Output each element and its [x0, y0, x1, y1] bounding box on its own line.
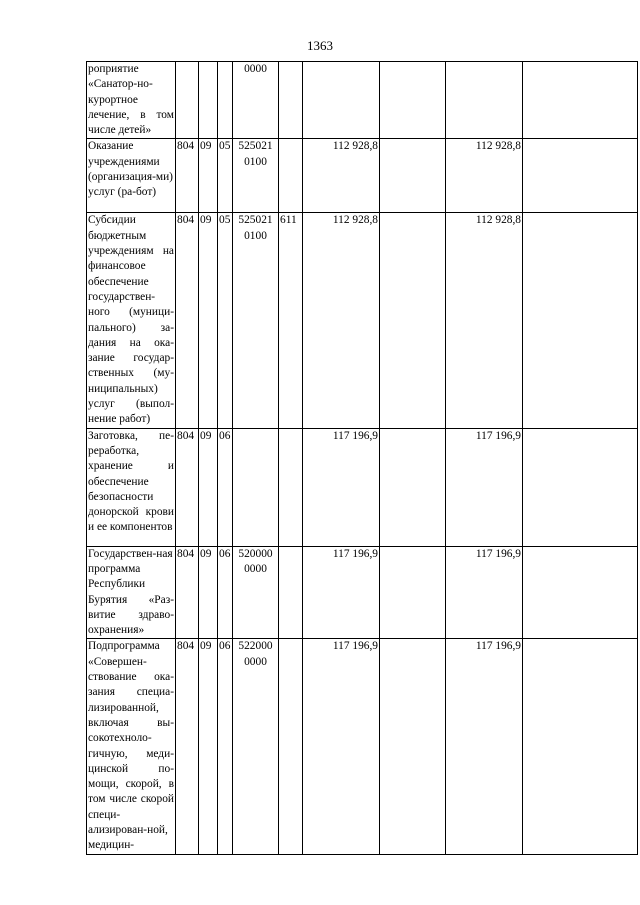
subsection-code-cell [218, 62, 233, 139]
admin-code-cell: 804 [176, 213, 199, 428]
expense-type-cell [279, 62, 303, 139]
amount-cell-1: 117 196,9 [303, 428, 380, 546]
target-article-cell: 520000 0000 [233, 546, 279, 639]
admin-code-cell: 804 [176, 639, 199, 854]
amount-cell-2 [380, 213, 446, 428]
table-row [87, 139, 638, 213]
subsection-code-cell: 06 [218, 546, 233, 639]
table-row [87, 639, 638, 854]
amount-cell-4 [523, 62, 638, 139]
section-code-cell: 09 [199, 139, 218, 213]
row-name-cell [87, 546, 176, 639]
amount-cell-3: 117 196,9 [446, 546, 523, 639]
amount-cell-3: 112 928,8 [446, 213, 523, 428]
amount-cell-3 [446, 62, 523, 139]
admin-code-cell [176, 62, 199, 139]
row-name-cell [87, 62, 176, 139]
row-name-text: роприятие «Санатор-но-курортное лечение, в том числе детей» [88, 63, 174, 137]
row-name-cell [87, 139, 176, 213]
row-name-text: Оказание учреждениями (организация-ми) услуг (ра-бот) [88, 140, 173, 199]
expense-type-cell: 611 [279, 213, 303, 428]
subsection-code-cell: 06 [218, 428, 233, 546]
section-code-cell [199, 62, 218, 139]
target-article-cell: 522000 0000 [233, 639, 279, 854]
amount-cell-4 [523, 546, 638, 639]
amount-cell-2 [380, 139, 446, 213]
amount-cell-3: 117 196,9 [446, 639, 523, 854]
row-name-cell [87, 428, 176, 546]
amount-cell-1: 112 928,8 [303, 139, 380, 213]
budget-table [86, 61, 638, 855]
admin-code-cell: 804 [176, 546, 199, 639]
amount-cell-1: 112 928,8 [303, 213, 380, 428]
admin-code-cell: 804 [176, 139, 199, 213]
amount-cell-2 [380, 62, 446, 139]
expense-type-cell [279, 639, 303, 854]
amount-cell-4 [523, 428, 638, 546]
table-row [87, 428, 638, 546]
amount-cell-4 [523, 139, 638, 213]
admin-code-cell: 804 [176, 428, 199, 546]
amount-cell-1: 117 196,9 [303, 639, 380, 854]
amount-cell-2 [380, 639, 446, 854]
row-name-text: Субсидии бюджетным учреждениям на финансовое обеспечение государствен-ного (муници-пального) за-дания на ока-зание государ-ственных (му-ниципальных) услуг (выпол-нение работ) [88, 214, 174, 426]
row-name-cell [87, 639, 176, 854]
target-article-cell: 525021 0100 [233, 213, 279, 428]
subsection-code-cell: 05 [218, 139, 233, 213]
expense-type-cell [279, 139, 303, 213]
row-name-text: Государствен-ная программа Республики Бурятия «Раз-витие здраво-охранения» [88, 547, 174, 637]
target-article-cell: 525021 0100 [233, 139, 279, 213]
target-article-cell: 0000 [233, 62, 279, 139]
expense-type-cell [279, 546, 303, 639]
amount-cell-2 [380, 546, 446, 639]
amount-cell-4 [523, 639, 638, 854]
table-row [87, 62, 638, 139]
row-name-cell [87, 213, 176, 428]
table-row [87, 546, 638, 639]
amount-cell-1: 117 196,9 [303, 546, 380, 639]
amount-cell-2 [380, 428, 446, 546]
amount-cell-3: 117 196,9 [446, 428, 523, 546]
target-article-cell [233, 428, 279, 546]
section-code-cell: 09 [199, 213, 218, 428]
amount-cell-3: 112 928,8 [446, 139, 523, 213]
section-code-cell: 09 [199, 428, 218, 546]
subsection-code-cell: 06 [218, 639, 233, 854]
section-code-cell: 09 [199, 546, 218, 639]
expense-type-cell [279, 428, 303, 546]
page-number: 1363 [307, 38, 333, 53]
amount-cell-4 [523, 213, 638, 428]
row-name-text: Подпрограмма «Совершен-ствование ока-зания специа-лизированной, включая вы-сокотехноло-гичную, меди-цинской по-мощи, скорой, в том числе скорой специ-ализирован-ной, медицин- [88, 640, 174, 852]
amount-cell-1 [303, 62, 380, 139]
row-name-text: Заготовка, пе-реработка, хранение и обеспечение безопасности донорской крови и ее компонентов [88, 429, 174, 534]
table-row [87, 213, 638, 428]
section-code-cell: 09 [199, 639, 218, 854]
subsection-code-cell: 05 [218, 213, 233, 428]
